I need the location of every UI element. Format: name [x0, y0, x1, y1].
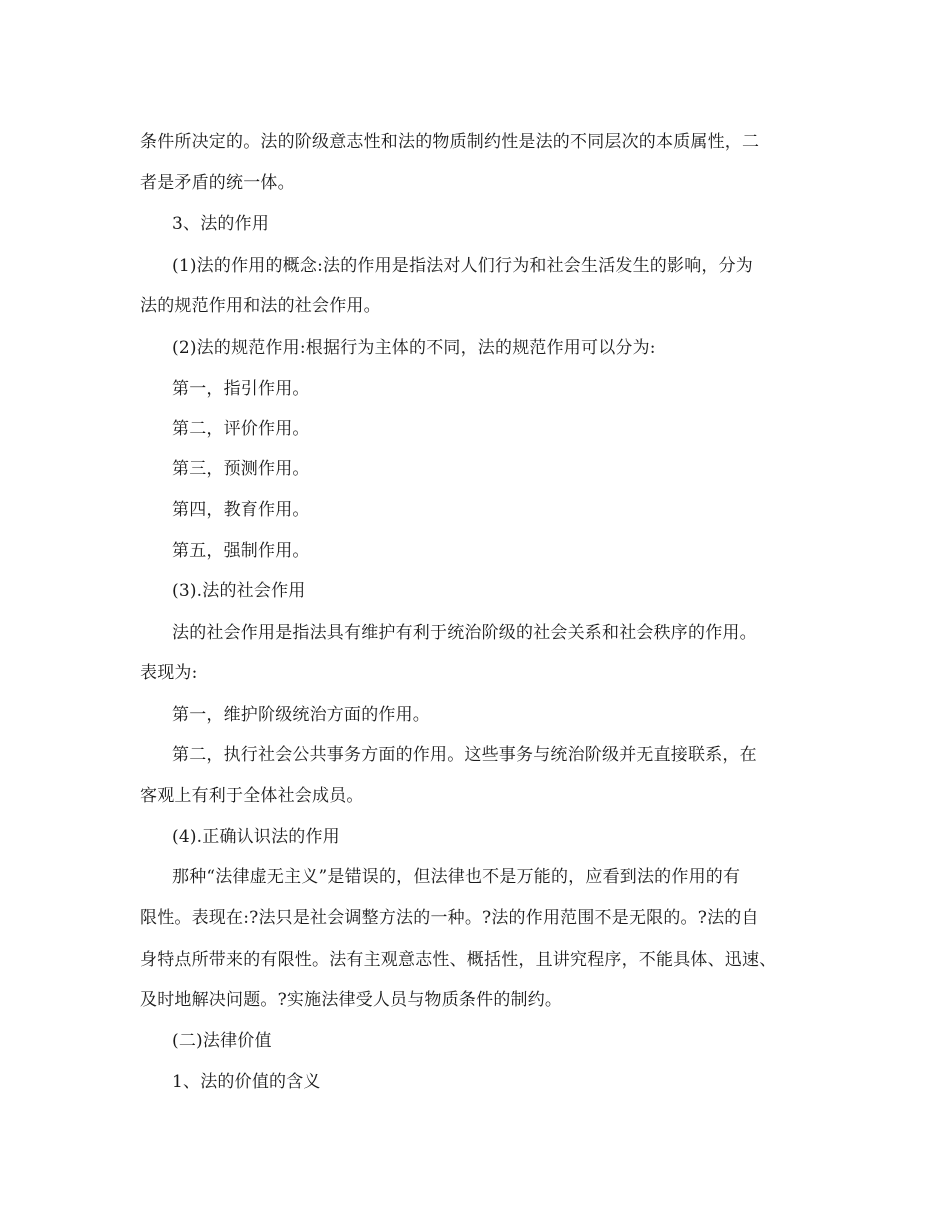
section-heading: 1、法的价值的含义	[172, 1072, 321, 1092]
list-item: 第五，强制作用。	[172, 541, 310, 561]
text-line: 表现为:	[140, 663, 198, 683]
text-line: (2)法的规范作用:根据行为主体的不同，法的规范作用可以分为:	[172, 338, 656, 358]
text-line: 身特点所带来的有限性。法有主观意志性、概括性，且讲究程序，不能具体、迅速、	[140, 950, 777, 970]
text-line: 法的社会作用是指法具有维护有利于统治阶级的社会关系和社会秩序的作用。	[172, 623, 757, 643]
text-line: 法的规范作用和法的社会作用。	[140, 296, 381, 316]
text-line: (1)法的作用的概念:法的作用是指法对人们行为和社会生活发生的影响，分为	[172, 256, 754, 276]
section-heading: 3、法的作用	[172, 214, 270, 234]
text-line: 者是矛盾的统一体。	[140, 173, 295, 193]
list-item: 第一，指引作用。	[172, 379, 310, 399]
list-item: 第二，执行社会公共事务方面的作用。这些事务与统治阶级并无直接联系，在	[172, 745, 757, 765]
list-item: 第一，维护阶级统治方面的作用。	[172, 705, 430, 725]
list-item: 第二，评价作用。	[172, 419, 310, 439]
section-heading: (二)法律价值	[172, 1031, 272, 1051]
list-item: 第四，教育作用。	[172, 500, 310, 520]
section-heading: (3).法的社会作用	[172, 581, 306, 601]
text-line: 客观上有利于全体社会成员。	[140, 786, 364, 806]
text-line: 条件所决定的。法的阶级意志性和法的物质制约性是法的不同层次的本质属性，二	[140, 132, 760, 152]
text-line: 限性。表现在:?法只是社会调整方法的一种。?法的作用范围不是无限的。?法的自	[140, 908, 759, 928]
section-heading: (4).正确认识法的作用	[172, 827, 340, 847]
text-line: 那种“法律虚无主义”是错误的，但法律也不是万能的，应看到法的作用的有	[172, 867, 741, 887]
text-line: 及时地解决问题。?实施法律受人员与物质条件的制约。	[140, 990, 563, 1010]
list-item: 第三，预测作用。	[172, 459, 310, 479]
